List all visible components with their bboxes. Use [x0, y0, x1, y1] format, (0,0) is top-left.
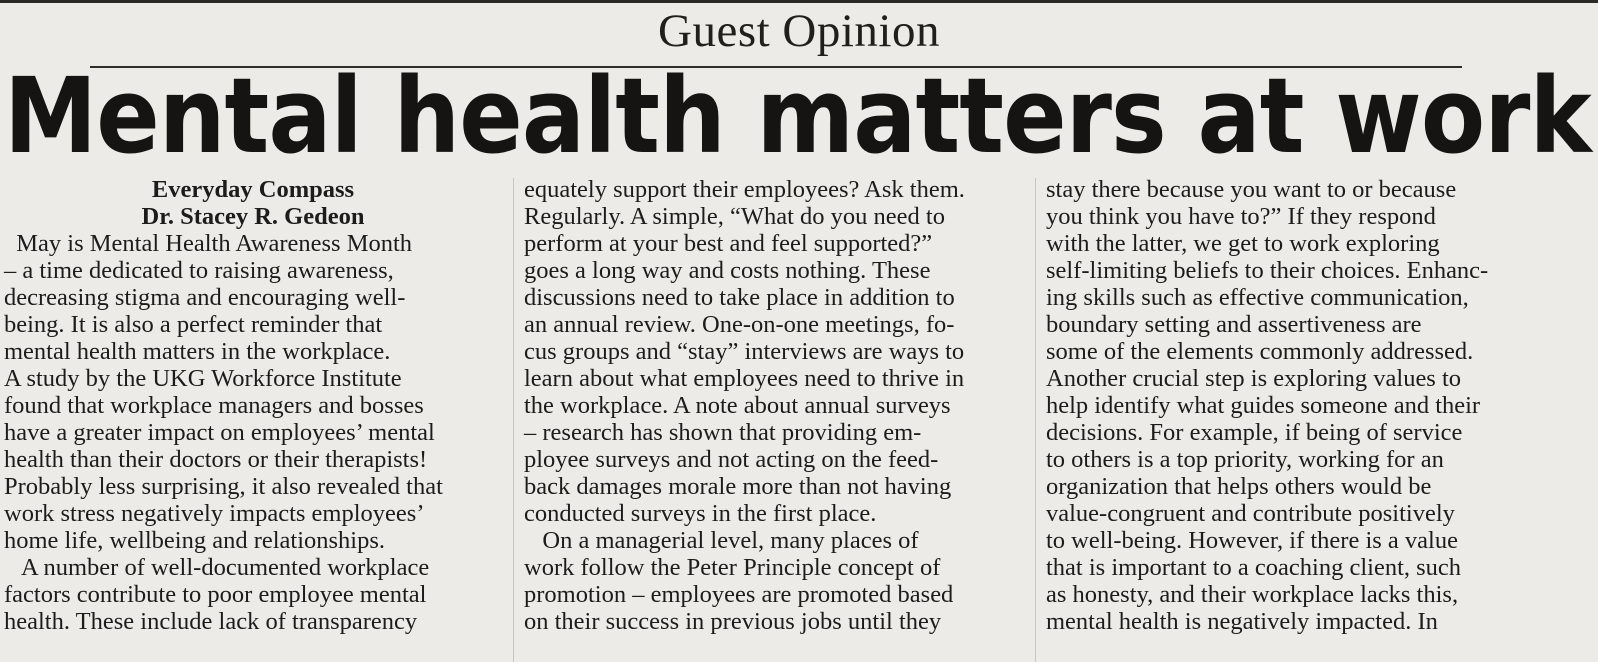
- section-title: Guest Opinion: [658, 5, 940, 57]
- article-text-line: May is Mental Health Awareness Month: [4, 230, 413, 257]
- article-text-line: organization that helps others would be: [1046, 473, 1432, 500]
- article-text-line: help identify what guides someone and their: [1046, 392, 1481, 419]
- article-text-line: learn about what employees need to thrive in: [524, 365, 965, 392]
- headline: [0, 55, 1598, 177]
- article-text-line: being. It is also a perfect reminder that: [4, 311, 383, 338]
- article-text-line: Another crucial step is exploring values to: [1046, 365, 1462, 392]
- article-text-line: boundary setting and assertiveness are: [1046, 311, 1422, 338]
- column-gutter: [1035, 178, 1036, 662]
- article-text-line: decisions. For example, if being of service: [1046, 419, 1463, 446]
- article-text-line: health. These include lack of transparency: [4, 608, 418, 635]
- article-column-3: [1046, 176, 1546, 635]
- article-text-line: Probably less surprising, it also revealed that: [4, 473, 443, 500]
- article-text-line: back damages morale more than not having: [524, 473, 952, 500]
- article-text-line: work stress negatively impacts employees’: [4, 500, 425, 527]
- article-text-line: as honesty, and their workplace lacks this,: [1046, 581, 1459, 608]
- article-text-line: value-congruent and contribute positively: [1046, 500, 1455, 527]
- article-text-line: health than their doctors or their therapists!: [4, 446, 428, 473]
- article-text-line: discussions need to take place in addition to: [524, 284, 955, 311]
- column-1-body: [4, 230, 502, 635]
- article-text-line: conducted surveys in the first place.: [524, 500, 877, 527]
- column-3-body: [1046, 176, 1546, 635]
- column-gutter: [513, 178, 514, 662]
- article-text-line: decreasing stigma and encouraging well-: [4, 284, 406, 311]
- article-text-line: equately support their employees? Ask them.: [524, 176, 965, 203]
- article-text-line: A number of well-documented workplace: [4, 554, 430, 581]
- article-text-line: self-limiting beliefs to their choices. Enhanc-: [1046, 257, 1489, 284]
- article-text-line: found that workplace managers and bosses: [4, 392, 424, 419]
- article-text-line: goes a long way and costs nothing. These: [524, 257, 931, 284]
- article-text-line: ployee surveys and not acting on the feed-: [524, 446, 939, 473]
- column-name: Everyday Compass: [151, 176, 355, 203]
- article-text-line: Regularly. A simple, “What do you need to: [524, 203, 945, 230]
- article-text-line: mental health matters in the workplace.: [4, 338, 391, 365]
- article-text-line: work follow the Peter Principle concept of: [524, 554, 941, 581]
- article-column-1: [4, 176, 502, 635]
- article-text-line: some of the elements commonly addressed.: [1046, 338, 1474, 365]
- article-text-line: with the latter, we get to work exploring: [1046, 230, 1440, 257]
- article-text-line: on their success in previous jobs until they: [524, 608, 942, 635]
- article-text-line: to others is a top priority, working for an: [1046, 446, 1444, 473]
- article-text-line: cus groups and “stay” interviews are ways to: [524, 338, 965, 365]
- article-text-line: stay there because you want to or because: [1046, 176, 1457, 203]
- article-text-line: an annual review. One-on-one meetings, fo-: [524, 311, 955, 338]
- article-text-line: promotion – employees are promoted based: [524, 581, 954, 608]
- article-text-line: perform at your best and feel supported?”: [524, 230, 933, 257]
- article-text-line: have a greater impact on employees’ mental: [4, 419, 435, 446]
- column-2-body: [524, 176, 1022, 635]
- article-text-line: On a managerial level, many places of: [524, 527, 919, 554]
- headline-text: Mental health matters at work: [4, 55, 1591, 177]
- author-name: Dr. Stacey R. Gedeon: [141, 203, 365, 230]
- article-text-line: mental health is negatively impacted. In: [1046, 608, 1438, 635]
- article-text-line: the workplace. A note about annual surveys: [524, 392, 951, 419]
- article-text-line: factors contribute to poor employee mental: [4, 581, 427, 608]
- article-text-line: you think you have to?” If they respond: [1046, 203, 1436, 230]
- article-text-line: A study by the UKG Workforce Institute: [4, 365, 402, 392]
- article-text-line: ing skills such as effective communication,: [1046, 284, 1469, 311]
- article-text-line: to well-being. However, if there is a value: [1046, 527, 1458, 554]
- article-text-line: that is important to a coaching client, such: [1046, 554, 1462, 581]
- article-text-line: – research has shown that providing em-: [524, 419, 922, 446]
- article-text-line: – a time dedicated to raising awareness,: [4, 257, 394, 284]
- article-column-2: [524, 176, 1022, 635]
- article-text-line: home life, wellbeing and relationships.: [4, 527, 386, 554]
